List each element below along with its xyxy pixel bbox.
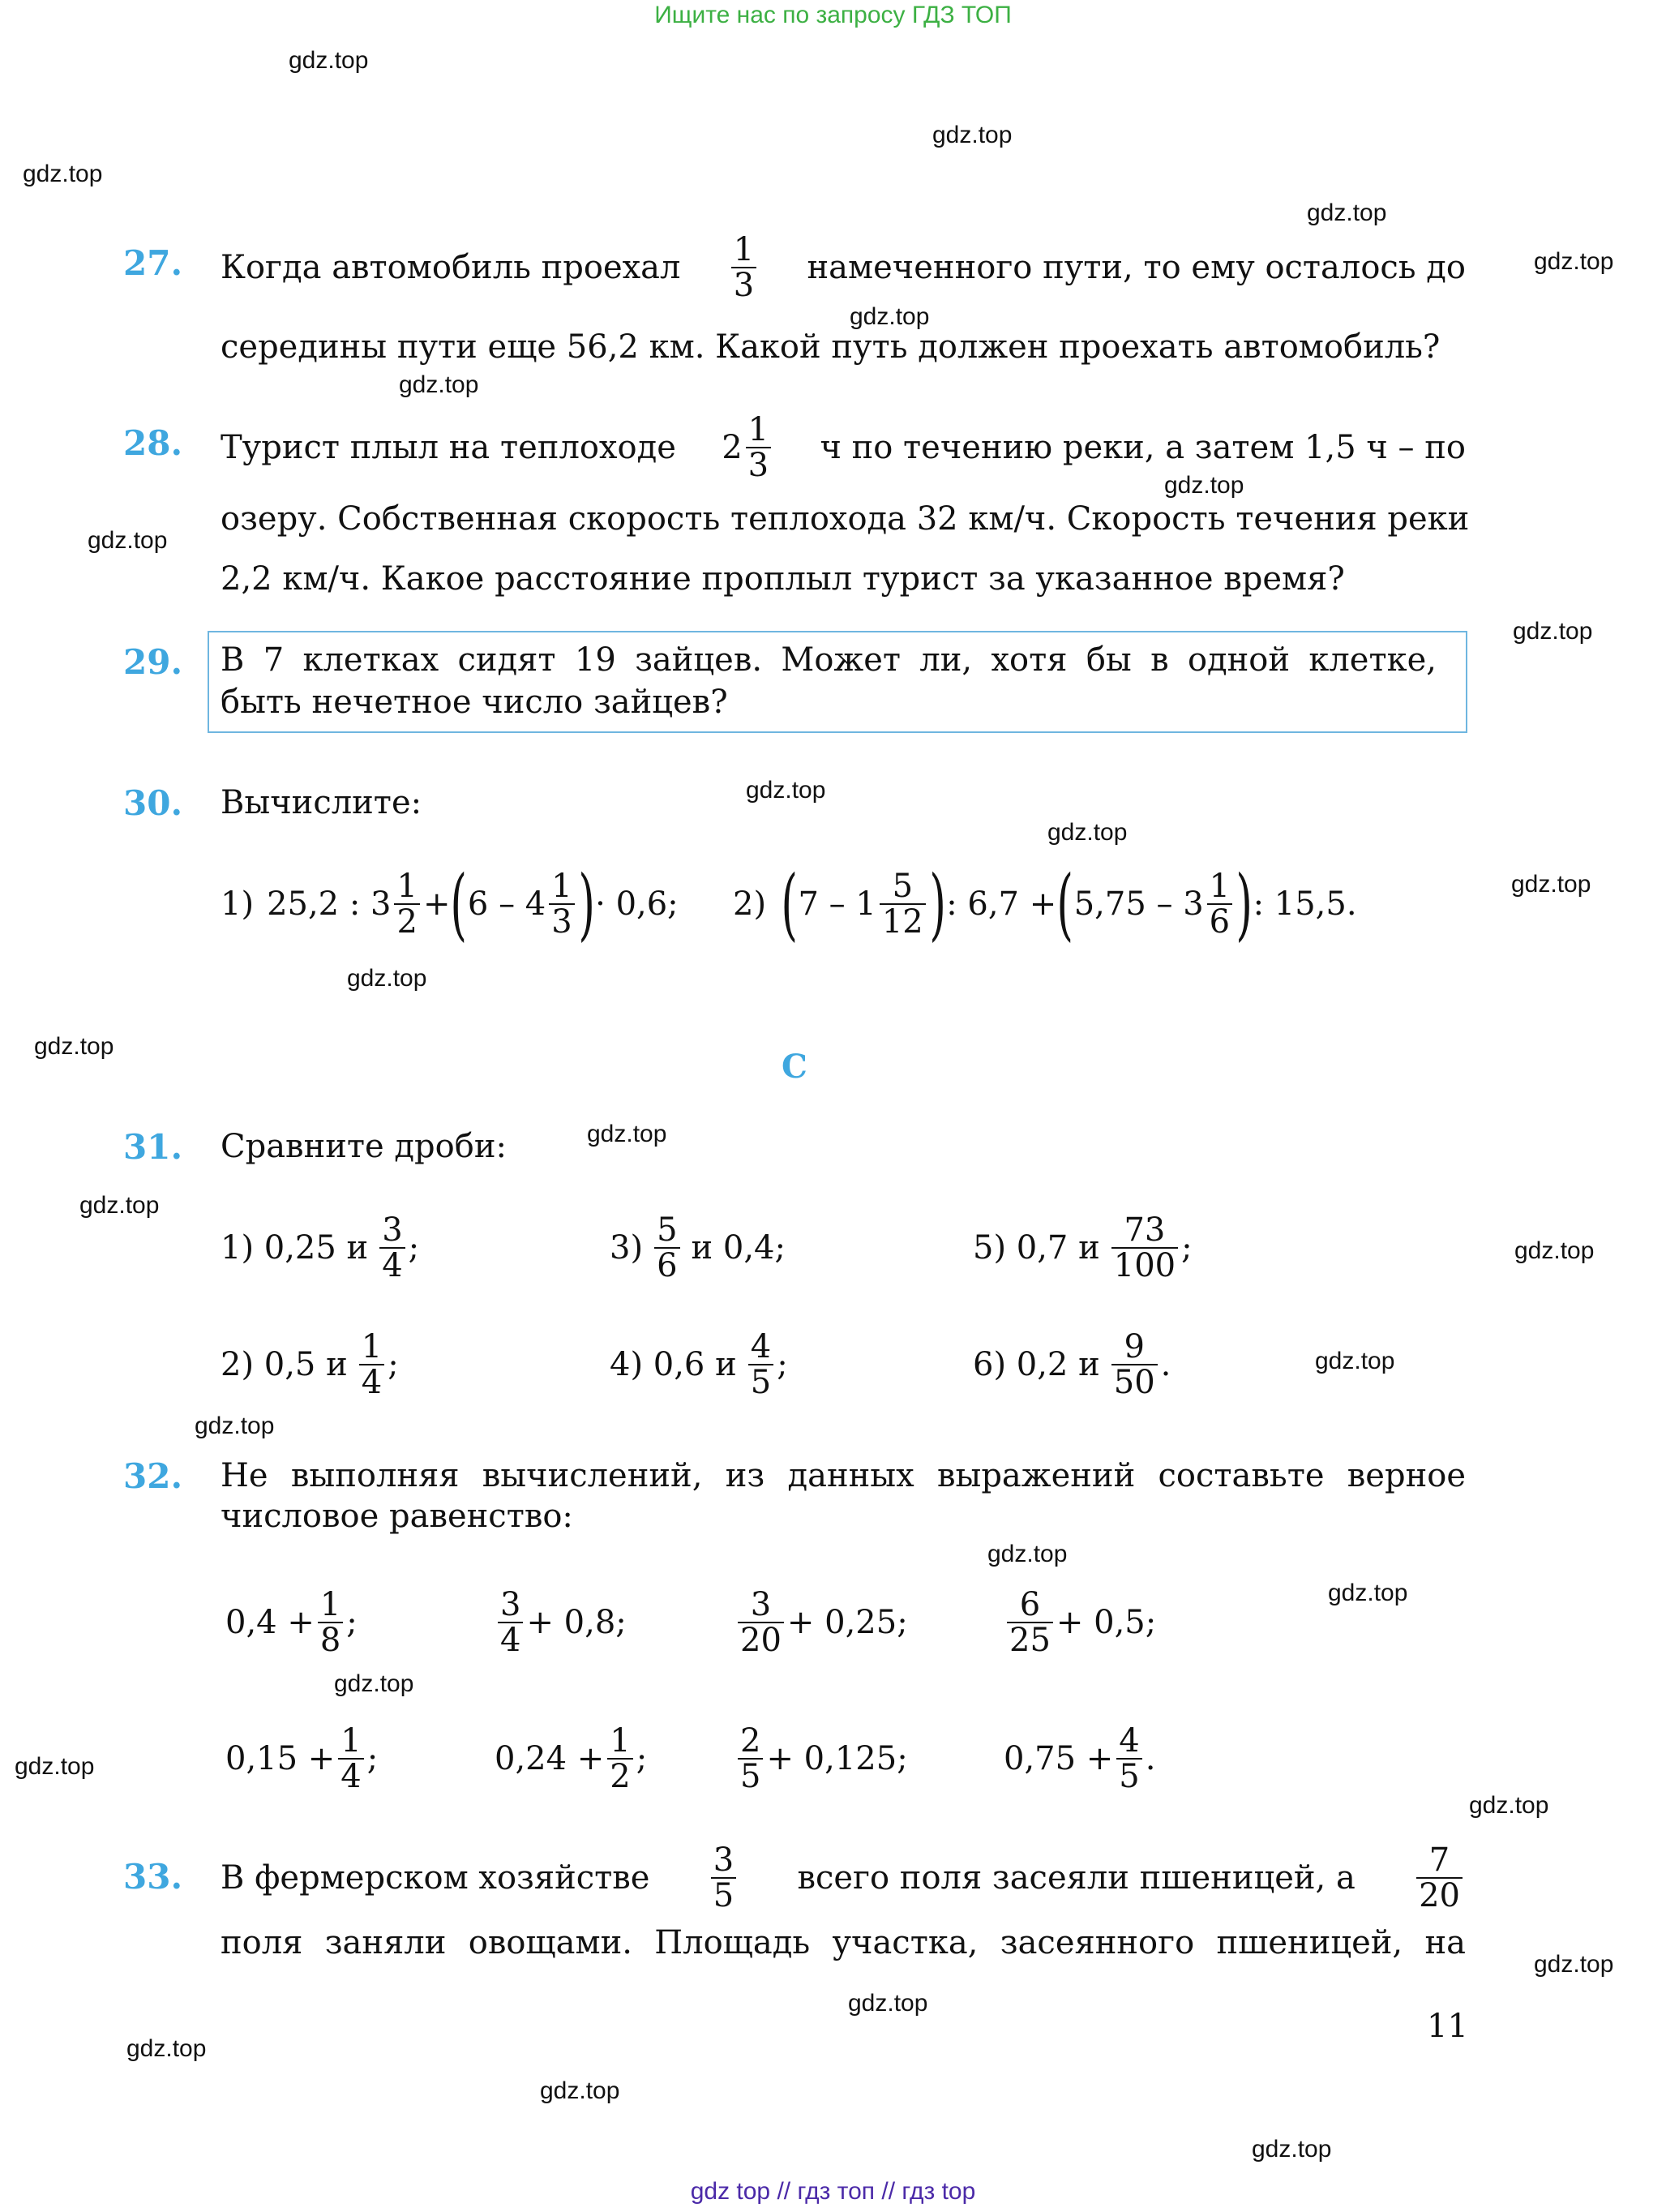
compare-item (610, 1320, 788, 1409)
compare-item (973, 1320, 1171, 1409)
denominator: 4 (498, 1622, 523, 1657)
denominator: 6 (1207, 903, 1232, 939)
problem-30-title: Вычислите: (221, 784, 422, 821)
term: 7 – 1 (798, 885, 876, 923)
numerator: 6 (1019, 1586, 1041, 1623)
problem-29-line-1: В 7 клетках сидят 19 зайцев. Может ли, хотя бы в одной клетке, (221, 641, 1437, 679)
fraction (1111, 1330, 1158, 1400)
fraction (1116, 1724, 1141, 1794)
expression-item (225, 1714, 378, 1803)
fraction (738, 1588, 784, 1657)
fraction (1416, 1843, 1463, 1913)
left-paren: ( (781, 859, 799, 950)
numerator: 9 (1124, 1328, 1145, 1365)
denominator: 5 (711, 1877, 736, 1913)
term: 5,75 – 3 (1073, 885, 1204, 923)
term: : 15,5. (1253, 885, 1357, 923)
watermark: gdz.top (1252, 2136, 1332, 2163)
fraction (338, 1724, 363, 1794)
numerator: 1 (747, 411, 769, 448)
right-paren: ) (1236, 859, 1253, 950)
expression-2 (733, 851, 1357, 957)
numerator: 1 (340, 1722, 362, 1760)
numerator: 5 (892, 868, 914, 905)
fraction (318, 1588, 343, 1657)
text: + 0,25; (786, 1604, 908, 1641)
watermark: gdz.top (195, 1413, 275, 1439)
numerator: 1 (361, 1328, 383, 1365)
expression-item (495, 1714, 647, 1803)
denominator: 4 (338, 1758, 363, 1794)
watermark: gdz.top (540, 2077, 620, 2104)
text: 0,75 + (1004, 1740, 1114, 1777)
watermark: gdz.top (1513, 618, 1593, 645)
numerator: 3 (713, 1841, 734, 1879)
compare-item (610, 1203, 786, 1292)
text: ; (408, 1229, 420, 1267)
mixed-number (722, 413, 774, 482)
problem-28-line-1 (221, 401, 1466, 495)
text: всего поля засеяли пшеницей, а (797, 1859, 1355, 1897)
footer-link[interactable]: гдз top (902, 2178, 976, 2205)
label: 2) (733, 885, 767, 923)
fraction (379, 1213, 405, 1283)
numerator: 3 (750, 1586, 772, 1623)
watermark: gdz.top (34, 1033, 114, 1060)
watermark: gdz.top (932, 122, 1013, 148)
term: 25,2 : 3 (267, 885, 392, 923)
operator: + (422, 885, 451, 923)
expression-item (1004, 1578, 1156, 1667)
watermark: gdz.top (399, 371, 479, 398)
watermark: gdz.top (334, 1670, 414, 1697)
watermark: gdz.top (746, 777, 826, 804)
text: 0,4 + (225, 1604, 315, 1641)
numerator: 1 (551, 868, 572, 905)
text: . (1145, 1740, 1156, 1777)
text: + 0,5; (1056, 1604, 1157, 1641)
text: Турист плыл на теплоходе (221, 429, 676, 466)
denominator: 8 (318, 1622, 343, 1657)
text: ч по течению реки, а затем 1,5 ч – по (820, 429, 1466, 466)
numerator: 7 (1428, 1841, 1450, 1879)
problem-28-line-3: 2,2 км/ч. Какое расстояние проплыл турист за указанное время? (221, 560, 1345, 598)
denominator: 2 (607, 1758, 632, 1794)
problem-number: 30. (123, 783, 183, 823)
numerator: 4 (1119, 1722, 1140, 1760)
watermark: gdz.top (1315, 1348, 1395, 1374)
compare-item (221, 1203, 419, 1292)
page-number: 11 (1427, 2008, 1468, 2045)
denominator: 20 (1416, 1877, 1463, 1913)
denominator: 3 (731, 267, 756, 302)
footer-link[interactable]: гдз топ (797, 2178, 876, 2205)
watermark: gdz.top (1047, 819, 1128, 846)
problem-27-line-2: середины пути еще 56,2 км. Какой путь должен проехать автомобиль? (221, 328, 1441, 366)
text: и 0,4; (691, 1229, 786, 1267)
watermark: gdz.top (848, 1990, 928, 2017)
watermark: gdz.top (79, 1192, 160, 1219)
numerator: 2 (740, 1722, 761, 1760)
problem-number: 33. (123, 1857, 183, 1897)
problem-number: 32. (123, 1456, 183, 1496)
text: ; (777, 1346, 788, 1383)
denominator: 50 (1111, 1364, 1158, 1400)
search-banner: Ищите нас по запросу ГДЗ ТОП (654, 2, 1012, 28)
denominator: 5 (1116, 1758, 1141, 1794)
fraction (359, 1330, 384, 1400)
problem-31-title: Сравните дроби: (221, 1128, 507, 1165)
fraction (711, 1843, 736, 1913)
numerator: 1 (1209, 868, 1231, 905)
numerator: 5 (657, 1211, 678, 1249)
denominator: 6 (654, 1247, 679, 1283)
numerator: 3 (500, 1586, 521, 1623)
separator: // (777, 2178, 791, 2205)
text: 2) 0,5 и (221, 1346, 348, 1383)
label: 1) (221, 885, 255, 923)
denominator: 4 (359, 1364, 384, 1400)
problem-32-line-2: числовое равенство: (221, 1498, 573, 1535)
problem-33-line-1 (221, 1831, 1466, 1925)
expression-item (734, 1714, 908, 1803)
text: 3) (610, 1229, 644, 1267)
watermark: gdz.top (289, 47, 369, 74)
numerator: 1 (319, 1586, 341, 1623)
text: 5) 0,7 и (973, 1229, 1100, 1267)
watermark: gdz.top (1469, 1792, 1549, 1819)
compare-item (221, 1320, 399, 1409)
expression-item (225, 1578, 358, 1667)
numerator: 1 (610, 1722, 631, 1760)
text: ; (1181, 1229, 1193, 1267)
fraction (880, 869, 926, 939)
watermark: gdz.top (1307, 199, 1387, 226)
problem-27-line-1 (221, 219, 1466, 316)
term: 6 – 4 (467, 885, 546, 923)
watermark: gdz.top (987, 1541, 1068, 1567)
expression-item (1004, 1714, 1155, 1803)
watermark: gdz.top (850, 303, 930, 330)
watermark: gdz.top (23, 161, 103, 187)
fraction (498, 1588, 523, 1657)
denominator: 25 (1007, 1622, 1053, 1657)
fraction (654, 1213, 679, 1283)
text: В фермерском хозяйстве (221, 1859, 650, 1897)
numerator: 4 (750, 1328, 772, 1365)
text: ; (636, 1740, 648, 1777)
problem-33-line-2: поля заняли овощами. Площадь участка, засеянного пшеницей, на (221, 1924, 1466, 1961)
fraction (549, 869, 574, 939)
watermark: gdz.top (1534, 248, 1614, 275)
footer-link[interactable]: gdz top (690, 2178, 771, 2205)
fraction (1111, 1213, 1178, 1283)
text: 0,15 + (225, 1740, 336, 1777)
denominator: 2 (394, 903, 419, 939)
expression-1 (221, 851, 679, 957)
numerator: 73 (1124, 1211, 1166, 1249)
right-paren: ) (578, 859, 595, 950)
separator: // (881, 2178, 896, 2205)
text: Когда автомобиль проехал (221, 249, 681, 286)
watermark: gdz.top (1328, 1580, 1408, 1606)
footer-links (0, 2178, 1666, 2206)
watermark: gdz.top (1534, 1951, 1614, 1978)
problem-number: 31. (123, 1127, 183, 1167)
fraction (607, 1724, 632, 1794)
right-paren: ) (929, 859, 946, 950)
watermark: gdz.top (587, 1121, 667, 1147)
watermark: gdz.top (1514, 1237, 1595, 1264)
text: намеченного пути, то ему осталось до (807, 249, 1466, 286)
left-paren: ( (450, 859, 468, 950)
watermark: gdz.top (1164, 472, 1244, 499)
watermark: gdz.top (88, 527, 168, 554)
term: · 0,6; (595, 885, 679, 923)
denominator: 100 (1111, 1247, 1178, 1283)
problem-29-line-2: быть нечетное число зайцев? (221, 684, 728, 721)
numerator: 1 (396, 868, 418, 905)
text: + 0,8; (526, 1604, 627, 1641)
denominator: 5 (748, 1364, 773, 1400)
numerator: 1 (733, 231, 755, 268)
text: ; (346, 1604, 358, 1641)
problem-number: 27. (123, 243, 183, 283)
denominator: 3 (549, 903, 574, 939)
fraction (731, 233, 756, 302)
text: 1) 0,25 и (221, 1229, 369, 1267)
denominator: 3 (746, 447, 771, 482)
numerator: 3 (382, 1211, 403, 1249)
problem-number: 28. (123, 423, 183, 463)
term: : 6,7 + (946, 885, 1057, 923)
watermark: gdz.top (1511, 871, 1591, 898)
left-paren: ( (1056, 859, 1074, 950)
denominator: 4 (379, 1247, 405, 1283)
watermark: gdz.top (126, 2035, 207, 2062)
denominator: 12 (880, 903, 926, 939)
text: . (1160, 1346, 1171, 1383)
denominator: 20 (738, 1622, 784, 1657)
fraction (1207, 869, 1232, 939)
text: ; (366, 1740, 379, 1777)
compare-item (973, 1203, 1193, 1292)
fraction (1007, 1588, 1053, 1657)
fraction (746, 413, 771, 482)
watermark: gdz.top (347, 965, 427, 992)
text: 6) 0,2 и (973, 1346, 1100, 1383)
text: 0,24 + (495, 1740, 605, 1777)
text: ; (388, 1346, 399, 1383)
watermark: gdz.top (15, 1753, 95, 1780)
section-heading: C (782, 1048, 807, 1086)
problem-number: 29. (123, 642, 183, 682)
problem-32-line-1: Не выполняя вычислений, из данных выражений составьте верное (221, 1457, 1466, 1494)
whole: 2 (722, 429, 743, 466)
expression-item (734, 1578, 908, 1667)
denominator: 5 (738, 1758, 763, 1794)
fraction (394, 869, 419, 939)
fraction (738, 1724, 763, 1794)
expression-item (495, 1578, 627, 1667)
text: 4) 0,6 и (610, 1346, 737, 1383)
text: + 0,125; (766, 1740, 908, 1777)
problem-28-line-2: озеру. Собственная скорость теплохода 32 км/ч. Скорость течения реки (221, 500, 1470, 538)
fraction (748, 1330, 773, 1400)
